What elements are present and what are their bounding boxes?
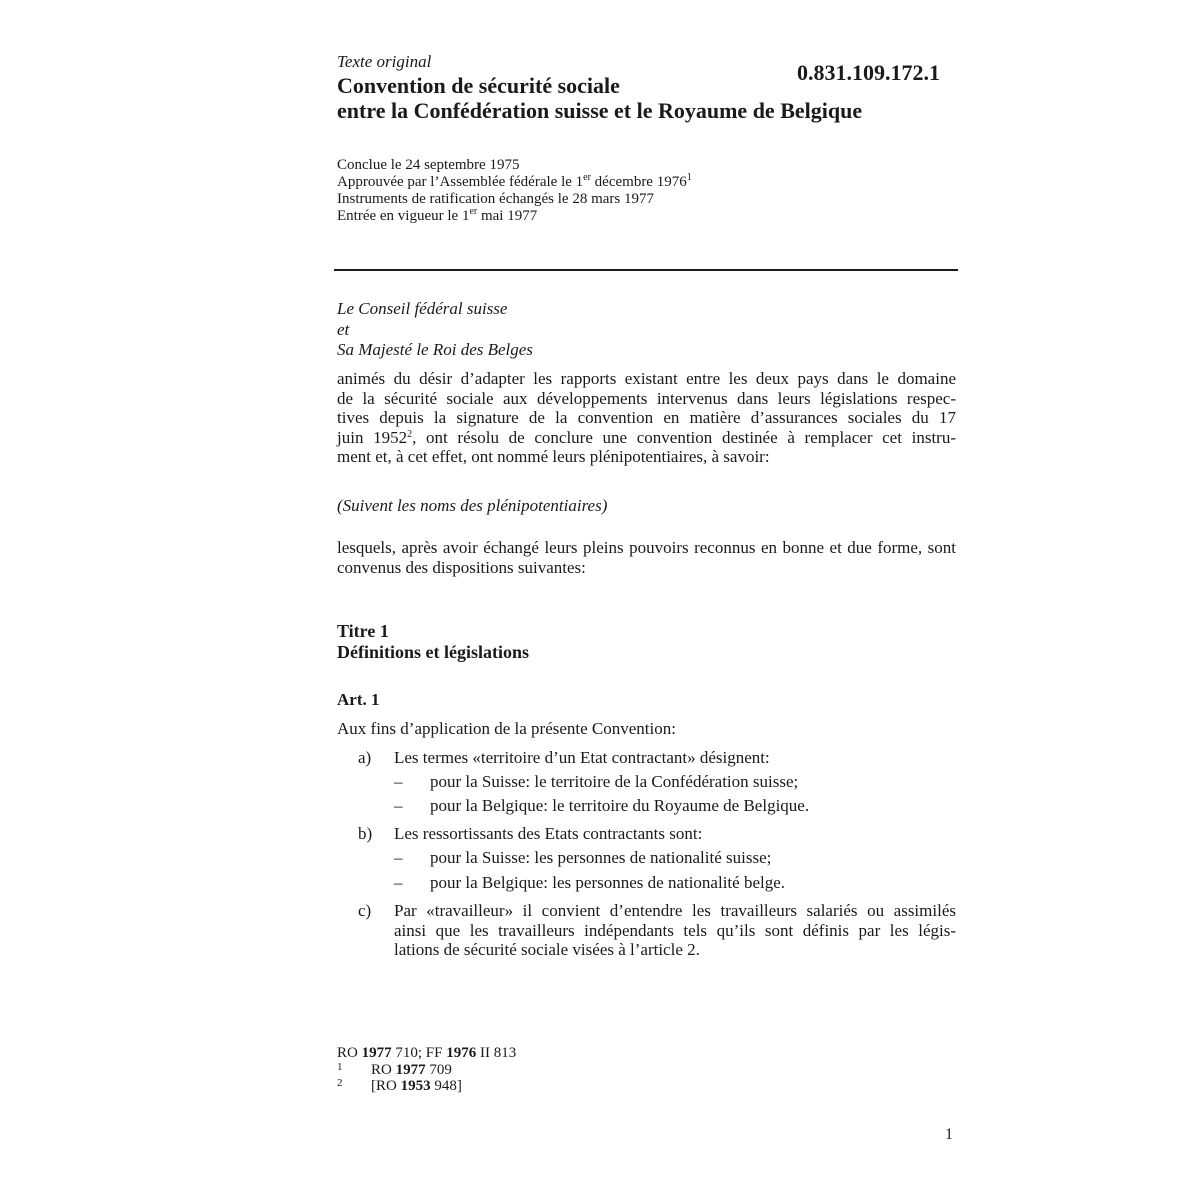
footnote-text — [371, 1078, 462, 1095]
footnote-ref-2: 2 — [407, 428, 413, 440]
date-entree-text-2: mai 1977 — [477, 208, 538, 224]
ordinal-sup: er — [583, 172, 591, 183]
article-intro: Aux fins d’application de la présente Convention: — [337, 719, 676, 738]
source-reference — [337, 1045, 516, 1062]
horizontal-rule — [334, 269, 958, 271]
date-entree-text: Entrée en vigueur le 1 — [337, 208, 470, 224]
fn-year: 1977 — [361, 1045, 392, 1061]
fn-year: 1976 — [446, 1045, 477, 1061]
sr-number: 0.831.109.172.1 — [797, 60, 940, 85]
date-conclue: Conclue le 24 septembre 1975 — [337, 157, 520, 173]
preamble-text: juin 1952 — [337, 427, 408, 447]
footnote-text — [371, 1062, 452, 1079]
item-letter-c: c) — [358, 901, 372, 920]
title-line-2: entre la Confédération suisse et le Royaume de Belgique — [337, 98, 863, 123]
document-title — [337, 73, 862, 123]
preamble-line: de la sécurité sociale aux développements intervenus dans leurs législations respec- — [337, 388, 956, 408]
item-c-line: lations de sécurité sociale visées à l’article 2. — [394, 940, 700, 959]
preamble-paragraph — [337, 369, 956, 467]
list-dash: – — [394, 848, 403, 867]
fn-text: II 813 — [476, 1045, 517, 1061]
date-entree — [337, 208, 692, 225]
fn-text: 948] — [430, 1078, 462, 1094]
contracting-parties — [337, 299, 533, 361]
sub-item-text: pour la Belgique: les personnes de nationalité belge. — [430, 873, 786, 892]
list-dash: – — [394, 873, 403, 892]
party-1: Le Conseil fédéral suisse — [337, 299, 508, 318]
preamble-line: animés du désir d’adapter les rapports existant entre les deux pays dans le domaine — [337, 369, 956, 388]
item-text-c — [394, 901, 956, 960]
fn-year: 1953 — [400, 1078, 431, 1094]
sub-item-text: pour la Belgique: le territoire du Royaume de Belgique. — [430, 796, 810, 815]
item-text-b: Les ressortissants des Etats contractants sont: — [394, 824, 703, 843]
party-conjunction: et — [337, 319, 350, 339]
footnote-number: 1 — [337, 1060, 343, 1073]
preamble-text: , ont résolu de conclure une convention destinée à remplacer cet instru- — [412, 427, 957, 447]
plenipotentiaries-note: (Suivent les noms des plénipotentiaires) — [337, 496, 608, 515]
dates-block — [337, 157, 692, 225]
item-letter-a: a) — [358, 748, 372, 767]
date-approuvee — [337, 174, 692, 191]
title-number: Titre 1 — [337, 621, 389, 641]
preamble-line: tives depuis la signature de la convention en matière d’assurances sociales du 17 — [337, 408, 956, 427]
text-type-label: Texte original — [337, 52, 432, 71]
sub-item-text: pour la Suisse: les personnes de nationalité suisse; — [430, 848, 772, 867]
agreement-paragraph: lesquels, après avoir échangé leurs pleins pouvoirs reconnus en bonne et due forme, sont convenus des dispositions suivantes: — [337, 538, 956, 577]
date-approuvee-text-2: décembre 1976 — [590, 174, 687, 190]
fn-text: RO — [371, 1061, 396, 1078]
fn-text: RO — [337, 1045, 362, 1061]
sub-item-text: pour la Suisse: le territoire de la Confédération suisse; — [430, 772, 799, 791]
title-name: Définitions et législations — [337, 642, 529, 662]
footnote-ref-1: 1 — [686, 172, 692, 183]
date-approuvee-text: Approuvée par l’Assemblée fédérale le 1 — [337, 174, 584, 190]
fn-year: 1977 — [395, 1061, 426, 1078]
article-heading: Art. 1 — [337, 690, 380, 709]
preamble-line: ment et, à cet effet, ont nommé leurs plénipotentiaires, à savoir: — [337, 447, 770, 466]
item-c-line: ainsi que les travailleurs indépendants tels qu’ils sont définis par les légis- — [394, 920, 956, 940]
list-dash: – — [394, 772, 403, 791]
title-heading — [337, 621, 529, 663]
page-number: 1 — [945, 1126, 953, 1143]
ordinal-sup: er — [469, 206, 478, 217]
item-c-line: Par «travailleur» il convient d’entendre les travailleurs salariés ou assimilés — [394, 901, 956, 920]
item-letter-b: b) — [358, 824, 373, 843]
preamble-line — [337, 428, 956, 448]
fn-text: 709 — [425, 1061, 452, 1078]
party-2: Sa Majesté le Roi des Belges — [337, 340, 533, 359]
fn-text: 710; FF — [391, 1045, 447, 1061]
date-instruments: Instruments de ratification échangés le 28 mars 1977 — [337, 191, 654, 207]
fn-text: [RO — [371, 1078, 401, 1094]
footnote-number: 2 — [337, 1077, 343, 1089]
item-text-a: Les termes «territoire d’un Etat contractant» désignent: — [394, 748, 770, 767]
title-line-1: Convention de sécurité sociale — [337, 73, 620, 98]
list-dash: – — [394, 796, 403, 815]
